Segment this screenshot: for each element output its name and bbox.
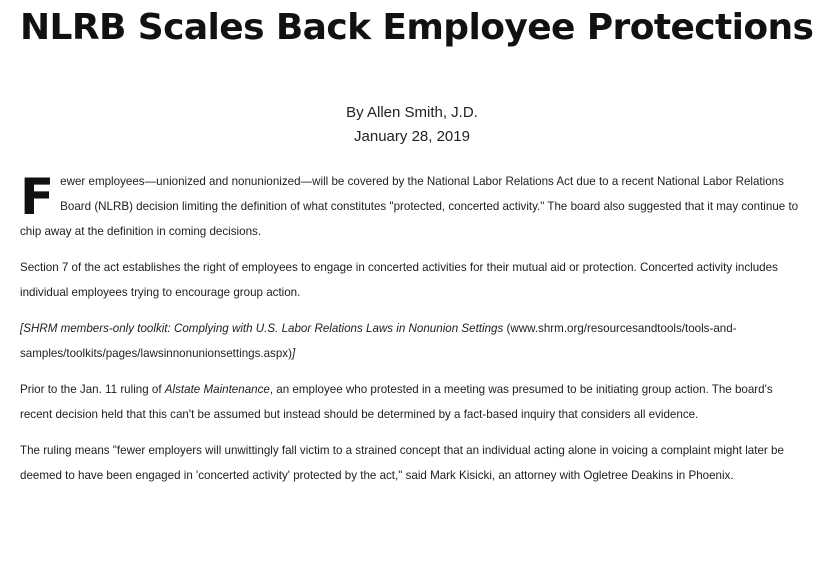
toolkit-bracket: ] [291,347,296,360]
paragraph-toolkit [20,316,804,366]
ruling-text-after: , an employee who protested in a meeting was presumed to be initiating group action. The board's recent decision held that this can't be assumed but instead should be determined by a fact-based inquiry that considers all evidence. [20,383,773,421]
case-name: Alstate Maintenance [164,383,270,396]
headline: NLRB Scales Back Employee Protections [20,7,814,48]
article [20,0,814,499]
toolkit-url: (www.shrm.org/resourcesandtools/tools-and-samples/toolkits/pages/lawsinnonunionsettings.aspx) [20,322,737,360]
byline: By Allen Smith, J.D. [346,104,478,121]
byline-block [20,101,804,149]
paragraph-quote: The ruling means "fewer employers will unwittingly fall victim to a strained concept that an individual acting alone in voicing a complaint might later be deemed to have been engaged in 'concerted activity' protected by the act," said Mark Kisicki, an attorney with Ogletree Deakins in Phoenix. [20,444,784,482]
ruling-text-before: Prior to the Jan. 11 ruling of [20,383,165,396]
paragraph-ruling [20,377,804,427]
publish-date: January 28, 2019 [354,128,470,145]
paragraph-intro [20,169,804,244]
paragraph-intro-text: ewer employees—unionized and nonunionized—will be covered by the National Labor Relations Act due to a recent National Labor Relations Board (NLRB) decision limiting the definition of what constitutes "protected, concerted activity." The board also suggested that it may continue to chip away at the definition in coming decisions. [20,175,799,238]
toolkit-title: [SHRM members-only toolkit: Complying with U.S. Labor Relations Laws in Nonunion Settings [20,322,504,335]
drop-cap: F [20,168,55,226]
article-body [20,169,804,488]
paragraph-section-7: Section 7 of the act establishes the right of employees to engage in concerted activities for their mutual aid or protection. Concerted activity includes individual employees trying to encourage group action. [20,261,778,299]
